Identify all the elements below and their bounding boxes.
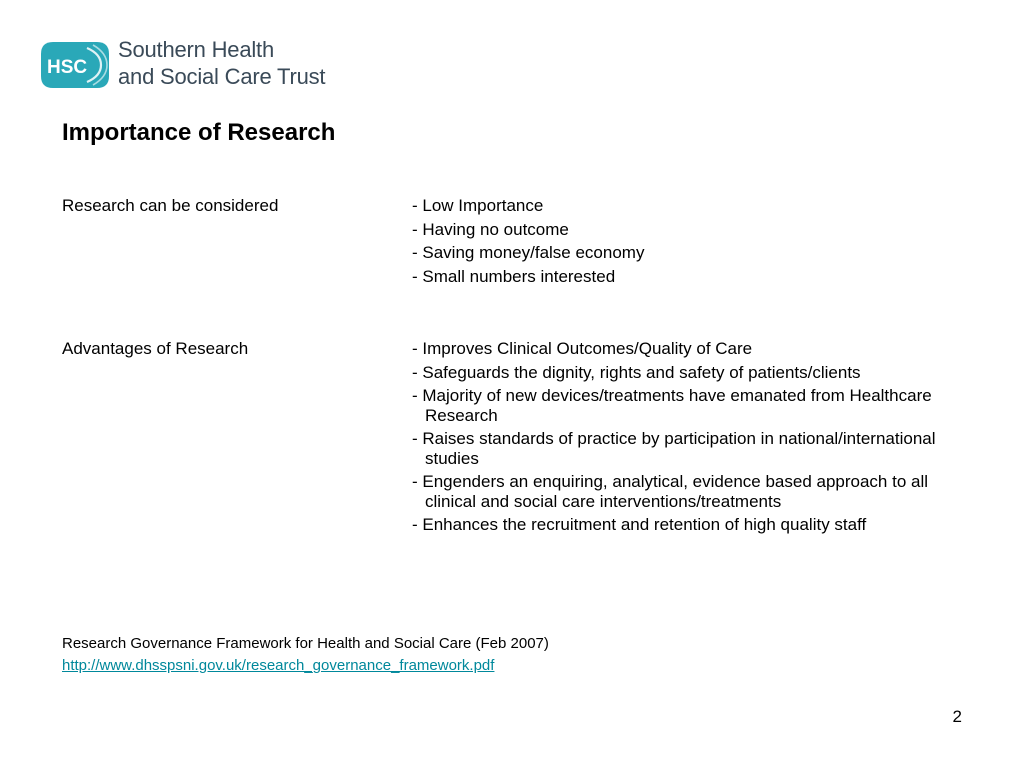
list-item: - Having no outcome [412,220,644,240]
list-item: - Majority of new devices/treatments have emanated from Healthcare Research [412,386,982,425]
hsc-badge-text: HSC [47,57,88,78]
list-item: - Saving money/false economy [412,243,644,263]
reference-link[interactable]: http://www.dhsspsni.gov.uk/research_governance_framework.pdf [62,657,495,674]
list-item: - Improves Clinical Outcomes/Quality of Care [412,339,982,359]
list-item: - Low Importance [412,196,644,216]
page-number: 2 [952,707,962,726]
section-label-considered: Research can be considered [62,196,279,215]
considered-list [412,196,644,290]
trust-name-line2: and Social Care Trust [118,64,326,89]
advantages-list [412,339,982,539]
hsc-badge-icon [39,40,111,90]
section-label-advantages: Advantages of Research [62,339,249,358]
trust-name-line1: Southern Health [118,37,274,62]
trust-name [118,36,325,90]
list-item: - Engenders an enquiring, analytical, evidence based approach to all clinical and social care interventions/treatments [412,472,982,511]
reference-text: Research Governance Framework for Health and Social Care (Feb 2007) [62,635,549,652]
list-item: - Small numbers interested [412,267,644,287]
list-item: - Enhances the recruitment and retention of high quality staff [412,515,982,535]
list-item: - Safeguards the dignity, rights and safety of patients/clients [412,363,982,383]
list-item: - Raises standards of practice by participation in national/international studies [412,429,982,468]
slide-title: Importance of Research [62,119,336,146]
reference [62,633,549,677]
trust-logo [39,36,339,92]
